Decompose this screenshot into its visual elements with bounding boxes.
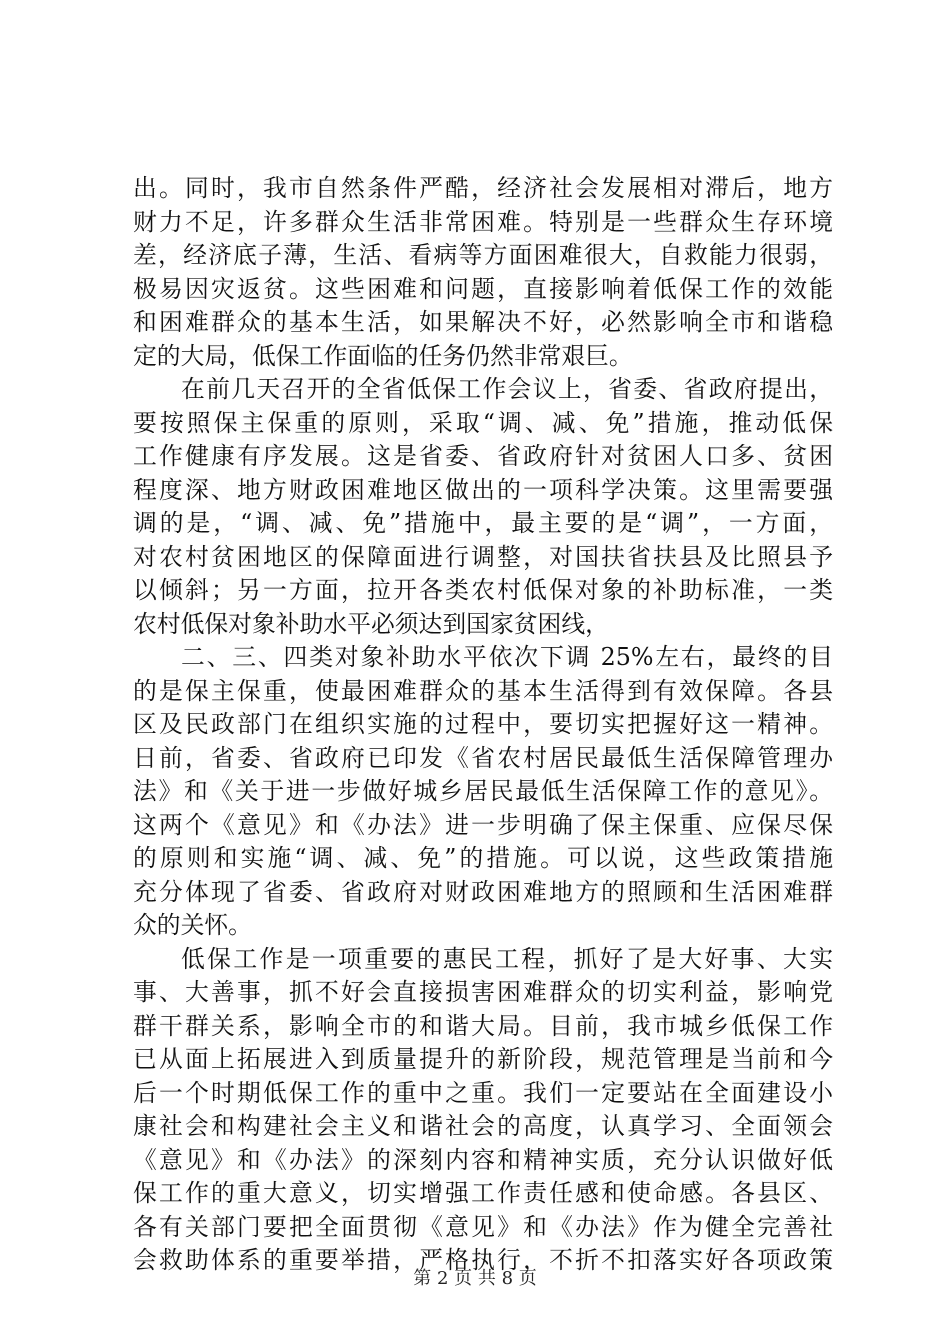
text-line: 和困难群众的基本生活，如果解决不好，必然影响全市和谐稳 (133, 308, 833, 336)
text-line: 财力不足，许多群众生活非常困难。特别是一些群众生存环境 (133, 207, 833, 236)
body-text (133, 172, 833, 1278)
text-line: 出。同时，我市自然条件严酷，经济社会发展相对滞后，地方 (133, 174, 833, 202)
text-line: 定的大局，低保工作面临的任务仍然非常艰巨。 (133, 341, 633, 370)
text-line: 区及民政部门在组织实施的过程中，要切实把握好这一精神。 (133, 710, 833, 738)
text-line: 日前，省委、省政府已印发《省农村居民最低生活保障管理办 (133, 743, 833, 772)
text-line: 的是保主保重，使最困难群众的基本生活得到有效保障。各县 (133, 676, 833, 705)
text-line: 这两个《意见》和《办法》进一步明确了保主保重、应保尽保 (133, 810, 833, 839)
text-line: 已从面上拓展进入到质量提升的新阶段，规范管理是当前和今 (133, 1045, 833, 1073)
text-line: 以倾斜；另一方面，拉开各类农村低保对象的补助标准，一类 (133, 576, 833, 604)
text-line: 极易因灾返贫。这些困难和问题，直接影响着低保工作的效能 (133, 274, 833, 303)
text-line: 群干群关系，影响全市的和谐大局。目前，我市城乡低保工作 (133, 1011, 833, 1040)
text-line: 调的是，“调、减、免”措施中，最主要的是“调”，一方面， (133, 509, 833, 537)
text-line: 充分体现了省委、省政府对财政困难地方的照顾和生活困难群 (133, 877, 833, 906)
text-line: 康社会和构建社会主义和谐社会的高度，认真学习、全面领会 (133, 1112, 833, 1140)
text-line: 差，经济底子薄，生活、看病等方面困难很大，自救能力很弱， (133, 241, 833, 269)
text-line: 法》和《关于进一步做好城乡居民最低生活保障工作的意见》。 (133, 777, 833, 805)
text-line: 的原则和实施“调、减、免”的措施。可以说，这些政策措施 (133, 844, 833, 872)
page-number-label: 第 2 页 共 8 页 (413, 1268, 537, 1289)
text-line: 二、三、四类对象补助水平依次下调 25%左右，最终的目 (181, 643, 833, 671)
page-footer (0, 1267, 950, 1291)
text-line: 会救助体系的重要举措，严格执行，不折不扣落实好各项政策 (133, 1246, 833, 1274)
text-line: 农村低保对象补助水平必须达到国家贫困线， (133, 609, 609, 638)
text-line: 众的关怀。 (133, 911, 252, 939)
text-line: 程度深、地方财政困难地区做出的一项科学决策。这里需要强 (133, 475, 833, 504)
text-line: 保工作的重大意义，切实增强工作责任感和使命感。各县区、 (133, 1179, 833, 1207)
text-line: 在前几天召开的全省低保工作会议上，省委、省政府提出， (181, 375, 833, 403)
text-line: 对农村贫困地区的保障面进行调整，对国扶省扶县及比照县予 (133, 542, 833, 571)
text-line: 后一个时期低保工作的重中之重。我们一定要站在全面建设小 (133, 1078, 833, 1107)
text-line: 各有关部门要把全面贯彻《意见》和《办法》作为健全完善社 (133, 1212, 833, 1241)
text-line: 要按照保主保重的原则，采取“调、减、免”措施，推动低保 (133, 408, 833, 437)
text-line: 事、大善事，抓不好会直接损害困难群众的切实利益，影响党 (133, 978, 833, 1006)
text-line: 《意见》和《办法》的深刻内容和精神实质，充分认识做好低 (133, 1145, 833, 1174)
text-line: 低保工作是一项重要的惠民工程，抓好了是大好事、大实 (181, 944, 833, 973)
text-line: 工作健康有序发展。这是省委、省政府针对贫困人口多、贫困 (133, 442, 833, 470)
